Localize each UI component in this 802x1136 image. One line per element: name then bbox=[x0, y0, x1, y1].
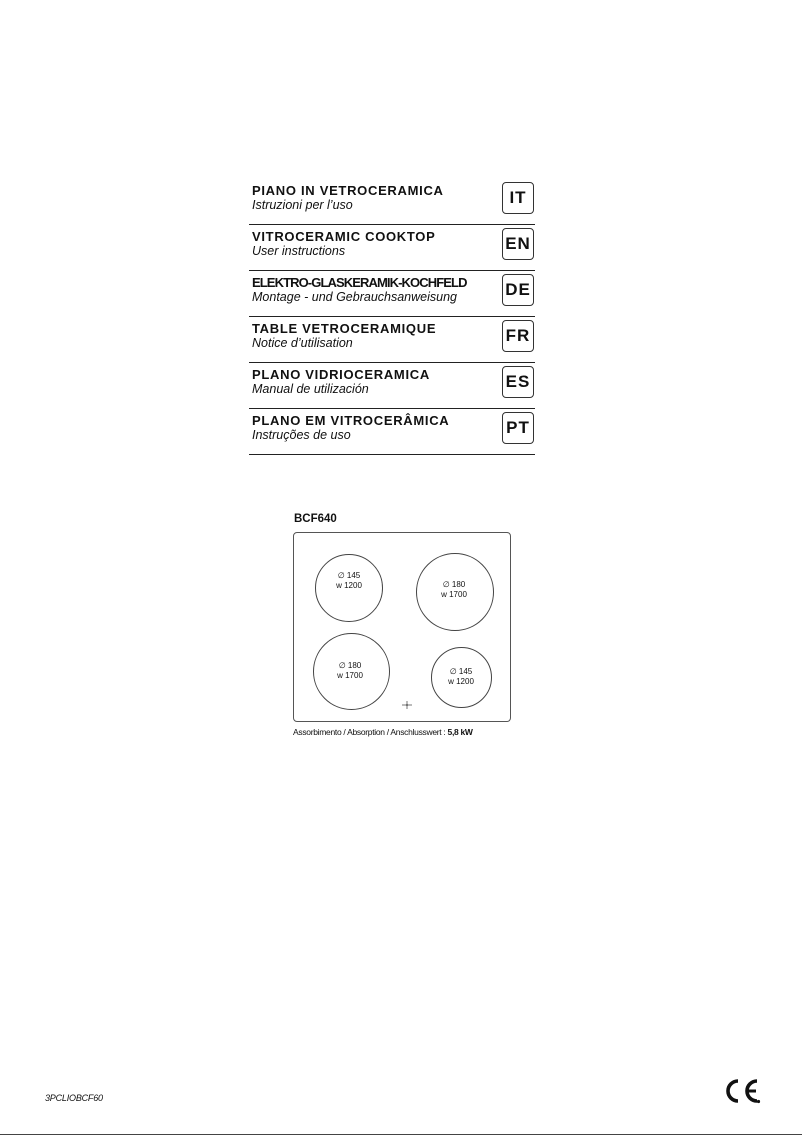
language-subtitle: Montage - und Gebrauchsanweisung bbox=[252, 290, 457, 304]
cooktop-diagram bbox=[293, 532, 511, 722]
language-subtitle: Instruções de uso bbox=[252, 428, 351, 442]
language-title: ELEKTRO-GLASKERAMIK-KOCHFELD bbox=[252, 275, 467, 290]
model-label: BCF640 bbox=[294, 513, 337, 525]
language-subtitle: Notice d’utilisation bbox=[252, 336, 353, 350]
absorption-label: Assorbimento / Absorption / Anschlusswert : bbox=[293, 727, 446, 737]
zone-diameter: ∅ 145 bbox=[337, 571, 361, 580]
zone-diameter: ∅ 180 bbox=[442, 580, 466, 589]
language-row-en bbox=[249, 225, 535, 271]
zone-power: w 1700 bbox=[337, 671, 363, 680]
cooking-zone-rear-left-label bbox=[309, 571, 389, 591]
language-row-es bbox=[249, 363, 535, 409]
zone-power: w 1200 bbox=[336, 581, 362, 590]
language-subtitle: User instructions bbox=[252, 244, 346, 258]
language-title: PIANO IN VETROCERAMICA bbox=[252, 183, 444, 198]
language-row-it bbox=[249, 179, 535, 225]
language-subtitle: Istruzioni per l’uso bbox=[252, 198, 353, 212]
language-subtitle: Manual de utilización bbox=[252, 382, 369, 396]
bottom-divider bbox=[0, 1134, 802, 1135]
zone-diameter: ∅ 145 bbox=[449, 667, 473, 676]
language-code-badge: ES bbox=[502, 366, 534, 398]
language-row-fr bbox=[249, 317, 535, 363]
language-code-badge: PT bbox=[502, 412, 534, 444]
zone-power: w 1700 bbox=[441, 590, 467, 599]
cooking-zone-rear-right-label bbox=[414, 580, 494, 600]
language-title: PLANO VIDRIOCERAMICA bbox=[252, 367, 430, 382]
language-code-badge: DE bbox=[502, 274, 534, 306]
language-code-badge: IT bbox=[502, 182, 534, 214]
language-list bbox=[249, 179, 535, 455]
zone-diameter: ∅ 180 bbox=[338, 661, 362, 670]
language-title: VITROCERAMIC COOKTOP bbox=[252, 229, 436, 244]
ce-mark-icon bbox=[722, 1076, 762, 1106]
absorption-value: 5,8 kW bbox=[447, 727, 473, 737]
cooking-zone-front-left-label bbox=[310, 661, 390, 681]
zone-power: w 1200 bbox=[448, 677, 474, 686]
language-title: TABLE VETROCERAMIQUE bbox=[252, 321, 437, 336]
document-code: 3PCLIOBCF60 bbox=[45, 1093, 103, 1103]
language-row-de bbox=[249, 271, 535, 317]
language-code-badge: EN bbox=[502, 228, 534, 260]
language-title: PLANO EM VITROCERÂMICA bbox=[252, 413, 450, 428]
language-row-pt bbox=[249, 409, 535, 455]
cooking-zone-front-right-label bbox=[421, 667, 501, 687]
language-code-badge: FR bbox=[502, 320, 534, 352]
crosshair-icon bbox=[402, 700, 412, 710]
absorption-line bbox=[293, 727, 473, 737]
